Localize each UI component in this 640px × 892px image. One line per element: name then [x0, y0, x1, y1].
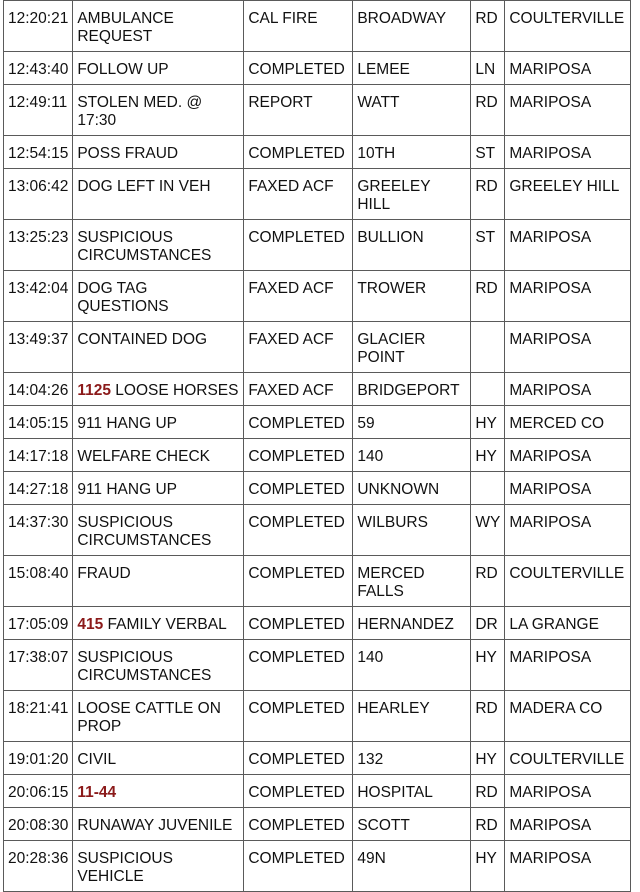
disposition-cell: COMPLETED — [244, 220, 353, 271]
street-cell: WILBURS — [353, 505, 471, 556]
time-cell: 13:42:04 — [4, 271, 73, 322]
table-row — [4, 691, 631, 742]
street-suffix-cell: HY — [471, 406, 505, 439]
description-cell — [73, 841, 244, 892]
disposition-cell: COMPLETED — [244, 841, 353, 892]
disposition-cell: COMPLETED — [244, 136, 353, 169]
street-suffix-cell: HY — [471, 640, 505, 691]
street-suffix-cell: RD — [471, 169, 505, 220]
street-cell: 59 — [353, 406, 471, 439]
street-suffix-cell: ST — [471, 136, 505, 169]
table-row — [4, 85, 631, 136]
street-cell: SCOTT — [353, 808, 471, 841]
time-cell: 19:01:20 — [4, 742, 73, 775]
description-text: SUSPICIOUS CIRCUMSTANCES — [77, 649, 212, 684]
disposition-cell: COMPLETED — [244, 691, 353, 742]
city-cell: MARIPOSA — [505, 841, 631, 892]
time-cell: 14:37:30 — [4, 505, 73, 556]
time-cell: 13:25:23 — [4, 220, 73, 271]
description-text: POSS FRAUD — [77, 145, 179, 162]
street-cell: 140 — [353, 640, 471, 691]
street-cell: HOSPITAL — [353, 775, 471, 808]
city-cell: MADERA CO — [505, 691, 631, 742]
street-cell: WATT — [353, 85, 471, 136]
table-row — [4, 322, 631, 373]
table-row — [4, 439, 631, 472]
street-suffix-cell: ST — [471, 220, 505, 271]
time-cell: 14:05:15 — [4, 406, 73, 439]
street-suffix-cell — [471, 373, 505, 406]
city-cell: MARIPOSA — [505, 220, 631, 271]
incident-code: 415 — [77, 616, 104, 633]
description-text: FOLLOW UP — [77, 61, 169, 78]
table-row — [4, 775, 631, 808]
description-cell — [73, 691, 244, 742]
table-row — [4, 841, 631, 892]
time-cell: 17:05:09 — [4, 607, 73, 640]
street-suffix-cell: LN — [471, 52, 505, 85]
description-text: LOOSE CATTLE ON PROP — [77, 700, 221, 735]
time-cell: 13:49:37 — [4, 322, 73, 373]
city-cell: MARIPOSA — [505, 472, 631, 505]
table-row — [4, 136, 631, 169]
time-cell: 12:43:40 — [4, 52, 73, 85]
street-cell: BROADWAY — [353, 1, 471, 52]
description-cell — [73, 271, 244, 322]
street-cell: UNKNOWN — [353, 472, 471, 505]
time-cell: 12:20:21 — [4, 1, 73, 52]
street-suffix-cell: HY — [471, 742, 505, 775]
time-cell: 20:28:36 — [4, 841, 73, 892]
street-cell: GLACIER POINT — [353, 322, 471, 373]
street-cell: 49N — [353, 841, 471, 892]
table-row — [4, 556, 631, 607]
description-cell — [73, 607, 244, 640]
street-suffix-cell: RD — [471, 556, 505, 607]
street-cell: LEMEE — [353, 52, 471, 85]
description-cell — [73, 220, 244, 271]
table-row — [4, 808, 631, 841]
description-text: SUSPICIOUS CIRCUMSTANCES — [77, 229, 212, 264]
disposition-cell: CAL FIRE — [244, 1, 353, 52]
table-row — [4, 505, 631, 556]
disposition-cell: COMPLETED — [244, 472, 353, 505]
description-cell — [73, 322, 244, 373]
description-cell — [73, 85, 244, 136]
street-suffix-cell: HY — [471, 439, 505, 472]
description-text: CIVIL — [77, 751, 117, 768]
city-cell: LA GRANGE — [505, 607, 631, 640]
incident-code: 11-44 — [77, 784, 117, 801]
city-cell: COULTERVILLE — [505, 556, 631, 607]
description-text: RUNAWAY JUVENILE — [77, 817, 233, 834]
city-cell: MARIPOSA — [505, 775, 631, 808]
description-text: CONTAINED DOG — [77, 331, 208, 348]
description-text: 911 HANG UP — [77, 415, 177, 432]
description-cell — [73, 742, 244, 775]
disposition-cell: COMPLETED — [244, 775, 353, 808]
street-suffix-cell: RD — [471, 85, 505, 136]
time-cell: 14:17:18 — [4, 439, 73, 472]
time-cell: 12:54:15 — [4, 136, 73, 169]
call-log-table — [3, 0, 631, 892]
street-cell: 140 — [353, 439, 471, 472]
time-cell: 20:06:15 — [4, 775, 73, 808]
street-cell: 132 — [353, 742, 471, 775]
description-cell — [73, 169, 244, 220]
street-cell: HERNANDEZ — [353, 607, 471, 640]
city-cell: MARIPOSA — [505, 52, 631, 85]
call-log-body — [4, 1, 631, 892]
street-suffix-cell: RD — [471, 271, 505, 322]
city-cell: MARIPOSA — [505, 808, 631, 841]
street-cell: BRIDGEPORT — [353, 373, 471, 406]
description-text: FAMILY VERBAL — [107, 616, 227, 633]
description-cell — [73, 556, 244, 607]
description-text: 911 HANG UP — [77, 481, 177, 498]
city-cell: MARIPOSA — [505, 322, 631, 373]
table-row — [4, 406, 631, 439]
city-cell: MARIPOSA — [505, 85, 631, 136]
table-row — [4, 373, 631, 406]
street-suffix-cell: RD — [471, 1, 505, 52]
time-cell: 13:06:42 — [4, 169, 73, 220]
description-cell — [73, 136, 244, 169]
city-cell: MERCED CO — [505, 406, 631, 439]
description-text: DOG LEFT IN VEH — [77, 178, 211, 195]
table-row — [4, 742, 631, 775]
description-cell — [73, 640, 244, 691]
street-cell: HEARLEY — [353, 691, 471, 742]
street-cell: BULLION — [353, 220, 471, 271]
description-text: AMBULANCE REQUEST — [77, 10, 174, 45]
city-cell: MARIPOSA — [505, 505, 631, 556]
description-cell — [73, 1, 244, 52]
table-row — [4, 607, 631, 640]
description-text: WELFARE CHECK — [77, 448, 210, 465]
description-cell — [73, 808, 244, 841]
disposition-cell: COMPLETED — [244, 640, 353, 691]
street-suffix-cell: RD — [471, 691, 505, 742]
city-cell: MARIPOSA — [505, 640, 631, 691]
description-cell — [73, 373, 244, 406]
table-row — [4, 169, 631, 220]
table-row — [4, 640, 631, 691]
disposition-cell: COMPLETED — [244, 556, 353, 607]
time-cell: 12:49:11 — [4, 85, 73, 136]
description-text: STOLEN MED. @ 17:30 — [77, 94, 203, 129]
city-cell: COULTERVILLE — [505, 742, 631, 775]
street-cell: MERCED FALLS — [353, 556, 471, 607]
disposition-cell: COMPLETED — [244, 439, 353, 472]
street-suffix-cell — [471, 322, 505, 373]
time-cell: 17:38:07 — [4, 640, 73, 691]
disposition-cell: COMPLETED — [244, 52, 353, 85]
street-cell: TROWER — [353, 271, 471, 322]
city-cell: MARIPOSA — [505, 439, 631, 472]
description-text: LOOSE HORSES — [115, 382, 239, 399]
street-suffix-cell: HY — [471, 841, 505, 892]
disposition-cell: COMPLETED — [244, 607, 353, 640]
street-suffix-cell: DR — [471, 607, 505, 640]
disposition-cell: FAXED ACF — [244, 169, 353, 220]
table-row — [4, 472, 631, 505]
city-cell: MARIPOSA — [505, 271, 631, 322]
table-row — [4, 1, 631, 52]
time-cell: 14:04:26 — [4, 373, 73, 406]
city-cell: COULTERVILLE — [505, 1, 631, 52]
city-cell: GREELEY HILL — [505, 169, 631, 220]
description-cell — [73, 406, 244, 439]
city-cell: MARIPOSA — [505, 136, 631, 169]
street-suffix-cell — [471, 472, 505, 505]
disposition-cell: FAXED ACF — [244, 373, 353, 406]
description-cell — [73, 439, 244, 472]
city-cell: MARIPOSA — [505, 373, 631, 406]
description-cell — [73, 775, 244, 808]
disposition-cell: COMPLETED — [244, 406, 353, 439]
table-row — [4, 271, 631, 322]
disposition-cell: COMPLETED — [244, 808, 353, 841]
time-cell: 15:08:40 — [4, 556, 73, 607]
time-cell: 18:21:41 — [4, 691, 73, 742]
disposition-cell: REPORT — [244, 85, 353, 136]
description-text: DOG TAG QUESTIONS — [77, 280, 169, 315]
disposition-cell: FAXED ACF — [244, 322, 353, 373]
time-cell: 14:27:18 — [4, 472, 73, 505]
disposition-cell: FAXED ACF — [244, 271, 353, 322]
time-cell: 20:08:30 — [4, 808, 73, 841]
description-text: FRAUD — [77, 565, 131, 582]
description-cell — [73, 52, 244, 85]
description-cell — [73, 472, 244, 505]
street-cell: GREELEY HILL — [353, 169, 471, 220]
description-text: SUSPICIOUS CIRCUMSTANCES — [77, 514, 212, 549]
street-suffix-cell: WY — [471, 505, 505, 556]
street-suffix-cell: RD — [471, 775, 505, 808]
table-row — [4, 220, 631, 271]
disposition-cell: COMPLETED — [244, 505, 353, 556]
disposition-cell: COMPLETED — [244, 742, 353, 775]
street-cell: 10TH — [353, 136, 471, 169]
description-cell — [73, 505, 244, 556]
table-row — [4, 52, 631, 85]
description-text: SUSPICIOUS VEHICLE — [77, 850, 173, 885]
street-suffix-cell: RD — [471, 808, 505, 841]
incident-code: 1125 — [77, 382, 111, 399]
